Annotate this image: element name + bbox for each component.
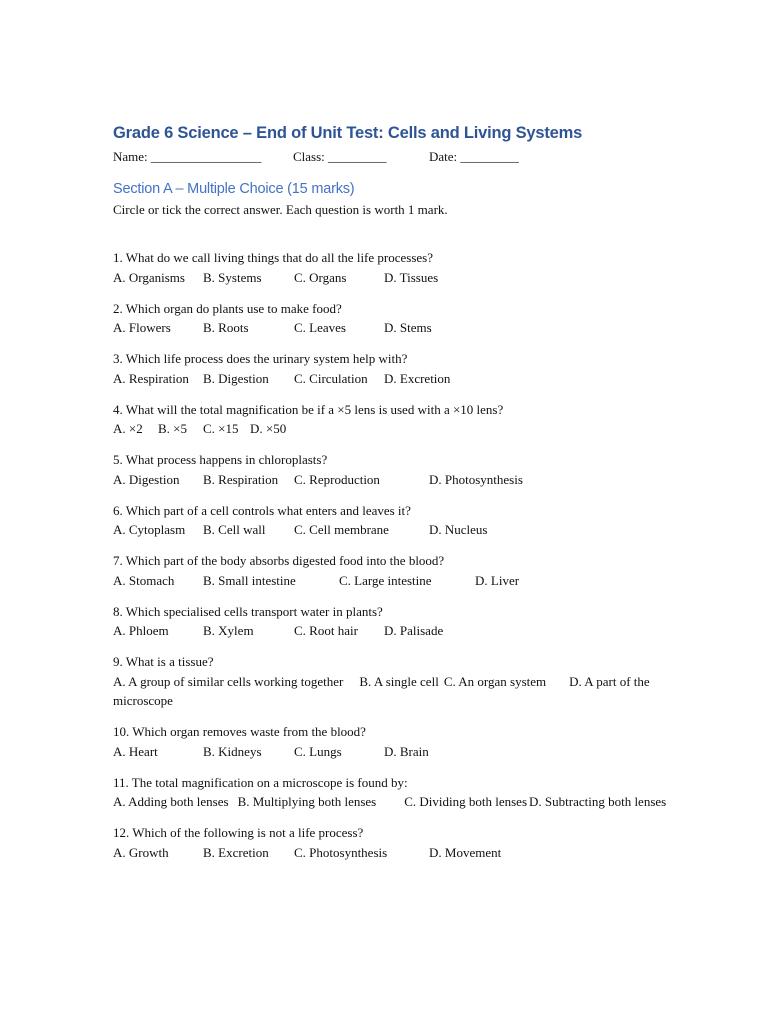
page-title: Grade 6 Science – End of Unit Test: Cells and Living Systems [113, 124, 583, 142]
question-stem: 7. Which part of the body absorbs digested food into the blood? [113, 553, 445, 568]
option-a[interactable]: A. ×2 [113, 421, 143, 436]
option-d[interactable]: D. Liver [475, 572, 520, 588]
option-b[interactable]: B. A single cell [359, 673, 439, 689]
option-a[interactable]: A. Digestion [113, 471, 180, 487]
option-c[interactable]: C. Photosynthesis [294, 844, 388, 860]
option-a[interactable]: A. A group of similar cells working together [113, 673, 344, 689]
option-c[interactable]: C. Lungs [294, 743, 342, 759]
option-b[interactable]: B. Multiplying both lenses [237, 794, 377, 809]
option-c[interactable]: C. Reproduction [294, 471, 380, 487]
option-d[interactable]: D. Brain [384, 743, 429, 759]
question-stem: 4. What will the total magnification be if a ×5 lens is used with a ×10 lens? [113, 401, 504, 417]
option-a[interactable]: A. Organisms [113, 269, 185, 285]
option-d[interactable]: D. Palisade [384, 623, 444, 638]
question-8 [113, 602, 673, 641]
student-info-line [113, 149, 673, 169]
question-4 [113, 400, 673, 439]
test-page [113, 124, 673, 874]
option-b[interactable]: B. Digestion [203, 370, 269, 386]
question-5 [113, 450, 673, 489]
question-12 [113, 823, 673, 862]
option-c[interactable]: C. Dividing both lenses [404, 794, 528, 809]
option-b[interactable]: B. ×5 [158, 421, 188, 436]
question-3 [113, 349, 673, 388]
option-d[interactable]: D. Photosynthesis [429, 471, 523, 487]
option-d[interactable]: D. Nucleus [429, 522, 488, 537]
option-d[interactable]: D. Stems [384, 320, 432, 335]
question-stem: 3. Which life process does the urinary system help with? [113, 351, 408, 366]
question-stem: 5. What process happens in chloroplasts? [113, 452, 328, 467]
option-a[interactable]: A. Phloem [113, 623, 169, 638]
option-a[interactable]: A. Flowers [113, 320, 171, 335]
question-2 [113, 299, 673, 338]
option-c[interactable]: C. Circulation [294, 370, 368, 386]
question-stem: 1. What do we call living things that do all the life processes? [113, 250, 433, 265]
question-9 [113, 652, 673, 711]
name-field[interactable]: Name: _________________ [113, 149, 262, 164]
question-stem: 9. What is a tissue? [113, 654, 214, 669]
question-7 [113, 551, 673, 590]
class-field[interactable]: Class: _________ [293, 149, 387, 164]
date-field[interactable]: Date: _________ [429, 149, 519, 164]
question-stem: 6. Which part of a cell controls what enters and leaves it? [113, 502, 411, 518]
option-a[interactable]: A. Adding both lenses [113, 794, 229, 809]
option-c[interactable]: C. An organ system [443, 673, 547, 689]
question-stem: 12. Which of the following is not a life process? [113, 825, 364, 840]
option-b[interactable]: B. Xylem [203, 623, 254, 638]
option-b[interactable]: B. Excretion [203, 844, 269, 860]
option-a[interactable]: A. Stomach [113, 572, 175, 588]
option-b[interactable]: B. Respiration [203, 471, 279, 487]
option-b[interactable]: B. Small intestine [203, 572, 296, 588]
question-stem: 11. The total magnification on a microscope is found by: [113, 774, 408, 790]
option-c[interactable]: C. Large intestine [339, 572, 432, 588]
option-a[interactable]: A. Cytoplasm [113, 522, 186, 537]
question-list [113, 248, 673, 862]
option-d[interactable]: D. Movement [429, 844, 502, 860]
option-c[interactable]: C. Cell membrane [294, 522, 389, 537]
option-c[interactable]: C. Root hair [294, 623, 358, 638]
option-b[interactable]: B. Roots [203, 320, 249, 335]
option-c[interactable]: C. Organs [294, 269, 347, 285]
section-instructions: Circle or tick the correct answer. Each question is worth 1 mark. [113, 202, 448, 217]
option-d[interactable]: D. A part of the microscope [113, 673, 650, 708]
section-heading: Section A – Multiple Choice (15 marks) [113, 181, 355, 197]
question-stem: 2. Which organ do plants use to make food? [113, 300, 342, 316]
question-stem: 10. Which organ removes waste from the blood? [113, 724, 366, 739]
option-d[interactable]: D. Subtracting both lenses [529, 794, 667, 809]
option-d[interactable]: D. Tissues [384, 269, 439, 285]
option-b[interactable]: B. Kidneys [203, 743, 262, 759]
option-b[interactable]: B. Cell wall [203, 522, 266, 537]
option-d[interactable]: D. ×50 [250, 421, 287, 436]
question-6 [113, 501, 673, 540]
question-stem: 8. Which specialised cells transport water in plants? [113, 603, 383, 619]
option-b[interactable]: B. Systems [203, 269, 262, 285]
option-c[interactable]: C. Leaves [294, 320, 346, 335]
option-a[interactable]: A. Respiration [113, 370, 189, 386]
question-11 [113, 773, 673, 812]
option-d[interactable]: D. Excretion [384, 370, 451, 386]
question-1 [113, 248, 673, 287]
option-a[interactable]: A. Growth [113, 844, 169, 860]
option-c[interactable]: C. ×15 [203, 421, 239, 436]
question-10 [113, 722, 673, 761]
option-a[interactable]: A. Heart [113, 743, 158, 759]
